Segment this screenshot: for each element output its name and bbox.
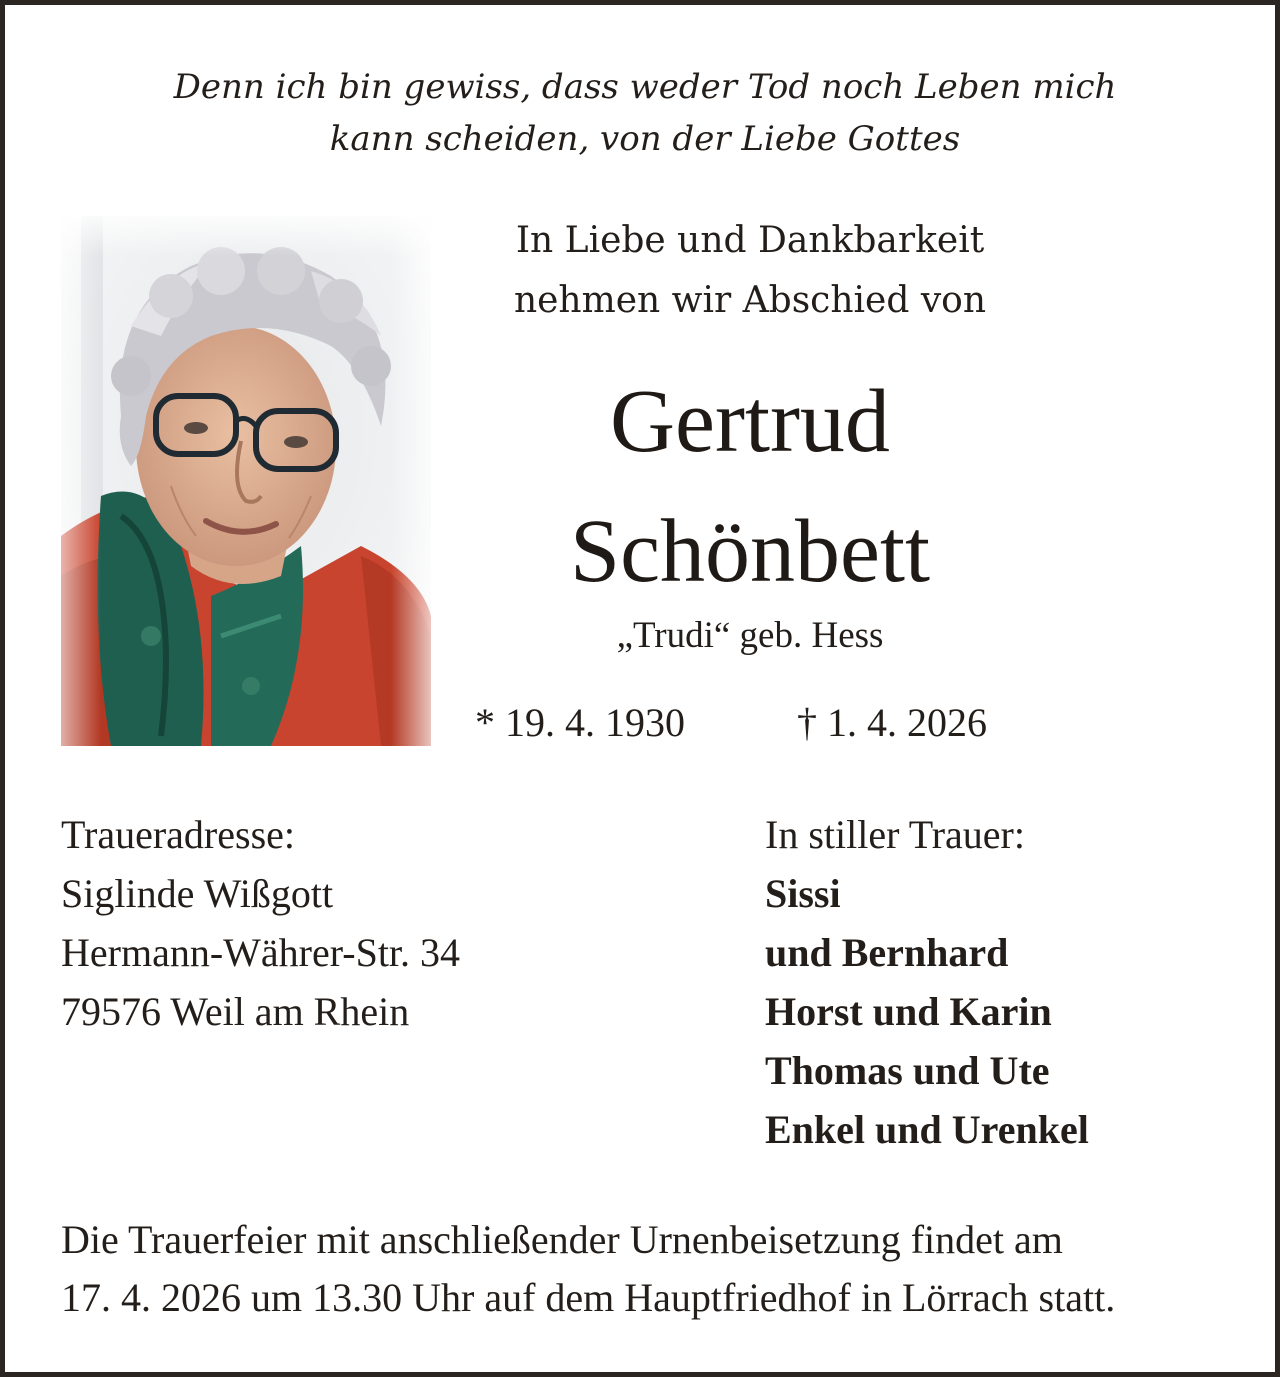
mourners-list — [765, 805, 1255, 1159]
address-heading: Traueradresse: — [61, 812, 296, 857]
mourners-heading: In stiller Trauer: — [765, 812, 1025, 857]
funeral-service-info — [61, 1211, 1261, 1327]
intro-line-2: nehmen wir Abschied von — [513, 280, 987, 321]
last-name: Schönbett — [570, 502, 930, 601]
address-street: Hermann-Währer-Str. 34 — [61, 930, 461, 975]
mourner-name: Thomas und Ute — [765, 1048, 1050, 1093]
mourning-address — [61, 805, 681, 1041]
intro-text — [445, 211, 1055, 331]
mourner-name: Horst und Karin — [765, 989, 1052, 1034]
mourner-name: und Bernhard — [765, 930, 1009, 975]
deceased-name — [445, 357, 1055, 617]
intro-line-1: In Liebe und Dankbarkeit — [515, 220, 985, 261]
bible-verse-line-1: Denn ich bin gewiss, dass weder Tod noch Leben mich — [173, 67, 1117, 107]
death-date: † 1. 4. 2026 — [797, 700, 987, 745]
mourner-name: Enkel und Urenkel — [765, 1107, 1089, 1152]
service-line-1: Die Trauerfeier mit anschließender Urnenbeisetzung findet am — [61, 1217, 1063, 1262]
nickname-maiden-name: „Trudi“ geb. Hess — [616, 615, 884, 656]
bible-verse — [5, 61, 1280, 165]
address-city: 79576 Weil am Rhein — [61, 989, 410, 1034]
mourner-name: Sissi — [765, 871, 841, 916]
address-name: Siglinde Wißgott — [61, 871, 334, 916]
birth-date: * 19. 4. 1930 — [475, 700, 685, 745]
first-name: Gertrud — [610, 372, 890, 471]
portrait-photo — [61, 216, 431, 746]
service-line-2: 17. 4. 2026 um 13.30 Uhr auf dem Hauptfriedhof in Lörrach statt. — [61, 1275, 1116, 1320]
bible-verse-line-2: kann scheiden, von der Liebe Gottes — [329, 119, 961, 159]
